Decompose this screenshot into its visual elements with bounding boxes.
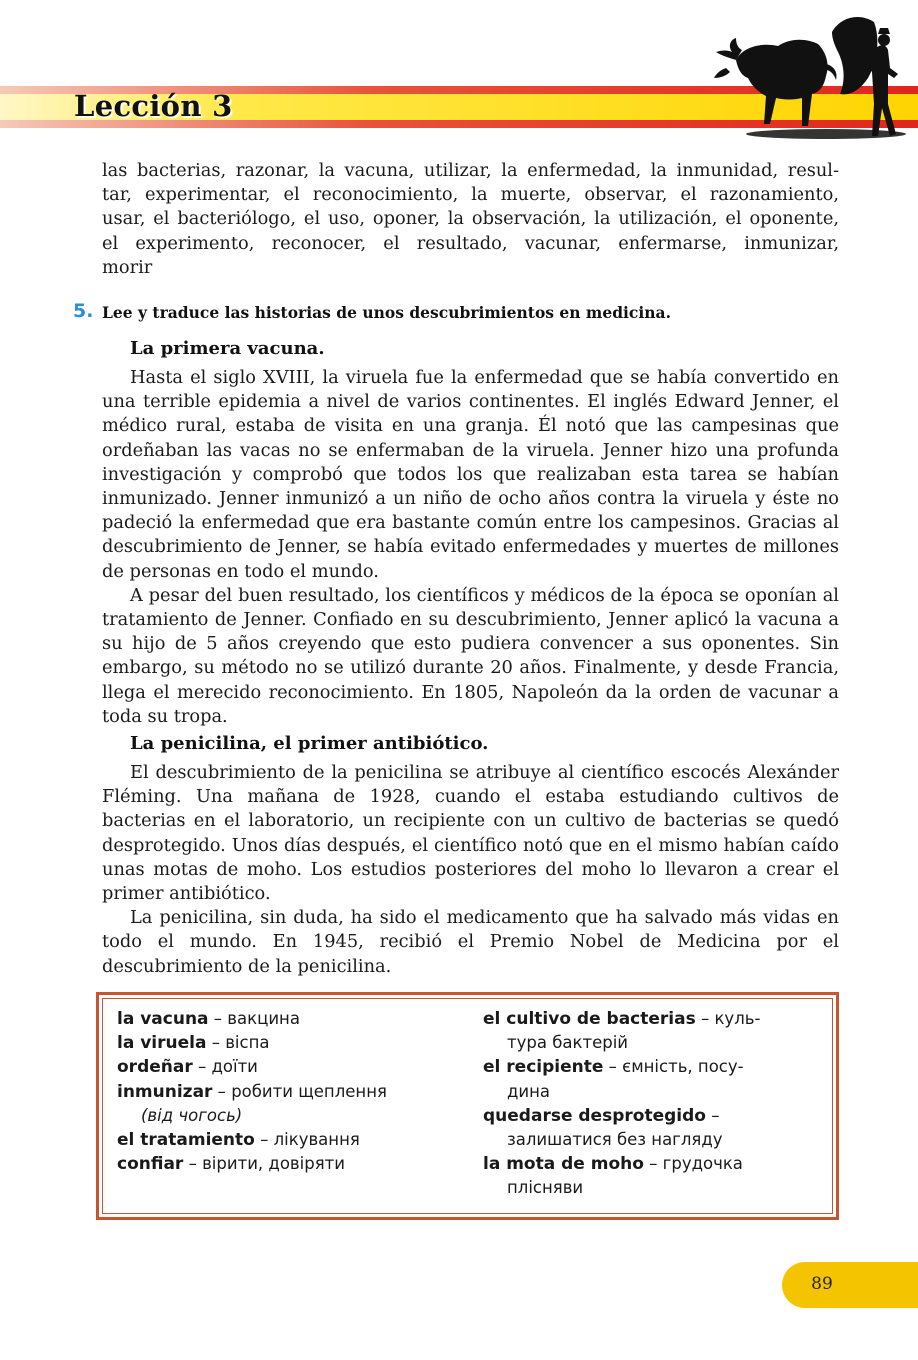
story1-title: La primera vacuna. xyxy=(130,338,325,359)
glossary-translation: доїти xyxy=(211,1057,258,1077)
glossary-term: la viruela xyxy=(117,1033,207,1054)
glossary-box xyxy=(96,992,839,1220)
task-number: 5. xyxy=(73,300,94,322)
glossary-term: la mota de moho xyxy=(483,1154,644,1175)
vocab-line: usar, el bacteriólogo, el uso, oponer, la observación, la utilización, el oponente, xyxy=(102,208,839,230)
story2-paragraph: El descubrimiento de la penicilina se atribuye al científico escocés Alexánder Fléming. Una mañana de 1928, cuando el estaba estudiando cultivos de bacterias en el laboratorio, un recipiente con un cultivo de bacterias se quedó desprotegido. Unos días después, el científico notó que en el mismo habían caído unas motas de moho. Los estudios posteriores del moho lo llevaron a crear el primer antibiótico. xyxy=(102,762,839,905)
glossary-translation: вірити, довіряти xyxy=(202,1154,345,1174)
story2-body xyxy=(102,761,839,979)
glossary-note: (від чогось) xyxy=(141,1105,243,1125)
glossary-term: ordeñar xyxy=(117,1057,193,1078)
glossary-column-left xyxy=(117,1007,457,1176)
page-number: 89 xyxy=(811,1274,833,1294)
glossary-term: el cultivo de bacterias xyxy=(483,1009,696,1029)
story2-title: La penicilina, el primer antibiótico. xyxy=(130,733,489,754)
glossary-entry: ordeñar – доїти xyxy=(117,1057,258,1078)
glossary-entry: la viruela – віспа xyxy=(117,1033,270,1054)
vocabulary-list xyxy=(102,159,839,280)
glossary-translation-continued: тура бактерій xyxy=(507,1033,629,1053)
glossary-entry: la mota de moho – грудочка xyxy=(483,1154,743,1175)
glossary-translation-continued: залишатися без нагляду xyxy=(507,1130,723,1150)
glossary-term: inmunizar xyxy=(117,1081,213,1102)
glossary-translation: куль- xyxy=(714,1009,761,1028)
story1-paragraph: Hasta el siglo XVIII, la viruela fue la enfermedad que se había convertido en una terrible epidemia a nivel de varios continentes. El inglés Edward Jenner, el médico rural, estaba de visita en una granja. Él notó que las campesinas que ordeñaban las vacas no se enfermaban de la viruela. Jenner hizo una profunda investigación y comprobó que todos los que realizaban esta tarea se habían inmunizado. Jenner inmunizó a un niño de ocho años contra la viruela y éste no padeció la enfermedad que era bastante común entre los campesinos. Gracias al descubrimiento de Jenner, se había evitado enfermedades y muertes de millones de personas en todo el mundo. xyxy=(102,367,839,582)
page-number-tab xyxy=(782,1262,918,1308)
glossary-column-right xyxy=(483,1007,813,1201)
glossary-entry: inmunizar – робити щеплення xyxy=(117,1081,387,1102)
glossary-term: confiar xyxy=(117,1154,184,1175)
glossary-entry: el cultivo de bacterias – куль- xyxy=(483,1009,761,1029)
glossary-entry: la vacuna – вакцина xyxy=(117,1009,300,1029)
glossary-term: quedarse desprotegido xyxy=(483,1105,706,1126)
vocab-line: las bacterias, razonar, la vacuna, utilizar, la enfermedad, la inmunidad, resul- xyxy=(102,160,839,181)
glossary-translation: грудочка xyxy=(662,1154,743,1174)
glossary-translation-continued: плісняви xyxy=(507,1178,584,1198)
glossary-entry: el tratamiento – лікування xyxy=(117,1130,360,1151)
glossary-term: el recipiente xyxy=(483,1057,604,1078)
glossary-term: la vacuna xyxy=(117,1009,209,1029)
story2-paragraph: La penicilina, sin duda, ha sido el medicamento que ha salvado más vidas en todo el mundo. En 1945, recibió el Premio Nobel de Medicina por el descubrimiento de la penicilina. xyxy=(102,907,839,977)
glossary-entry: quedarse desprotegido – xyxy=(483,1105,720,1126)
glossary-translation: віспа xyxy=(225,1033,270,1053)
story1-body xyxy=(102,366,839,729)
glossary-translation-continued: дина xyxy=(507,1081,551,1101)
glossary-entry: el recipiente – ємність, посу- xyxy=(483,1057,744,1078)
vocab-line: tar, experimentar, el reconocimiento, la muerte, observar, el razonamiento, xyxy=(102,184,839,206)
glossary-translation: лікування xyxy=(273,1130,360,1150)
task-instruction: Lee y traduce las historias de unos descubrimientos en medicina. xyxy=(102,303,671,322)
vocab-line: el experimento, reconocer, el resultado, vacunar, enfermarse, inmunizar, xyxy=(102,232,839,254)
glossary-entry: confiar – вірити, довіряти xyxy=(117,1154,345,1175)
glossary-term: el tratamiento xyxy=(117,1130,255,1151)
glossary-translation: ємність, посу- xyxy=(622,1057,744,1077)
vocab-line: morir xyxy=(102,256,153,278)
glossary-translation: вакцина xyxy=(227,1009,300,1028)
bull-and-matador-silhouette-icon xyxy=(708,8,918,143)
lesson-title: Lección 3 xyxy=(74,89,233,123)
story1-paragraph: A pesar del buen resultado, los científicos y médicos de la época se oponían al tratamiento de Jenner. Confiado en su descubrimiento, Jenner aplicó la vacuna a su hijo de 5 años creyendo que esto pudiera convencer a sus oponentes. Sin embargo, su método no se utilizó durante 20 años. Finalmente, y desde Francia, llega el merecido reconocimiento. En 1805, Napoleón da la orden de vacunar a toda su tropa. xyxy=(102,584,839,727)
glossary-translation: робити щеплення xyxy=(231,1081,387,1101)
